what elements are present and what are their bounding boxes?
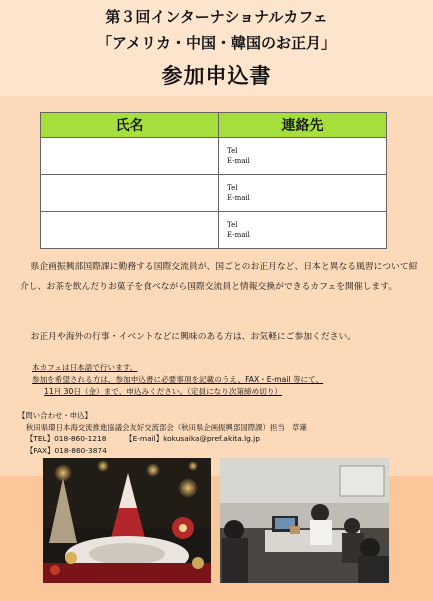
form-title: 参加申込書 bbox=[161, 64, 272, 88]
contact-field[interactable] bbox=[219, 175, 387, 212]
contact-field[interactable] bbox=[219, 138, 387, 175]
name-header: 氏名 bbox=[41, 113, 219, 138]
event-title-line1: 第３回インターナショナルカフェ bbox=[105, 8, 328, 26]
invitation-paragraph: お正月や海外の行事・イベントなどに興味のある方は、お気軽にご参加ください。 bbox=[30, 332, 357, 342]
form-row bbox=[41, 138, 387, 175]
contact-field[interactable] bbox=[219, 212, 387, 249]
tel-label: Tel bbox=[227, 221, 238, 229]
tel-label: Tel bbox=[227, 147, 238, 155]
application-form-table bbox=[40, 112, 387, 249]
form-row bbox=[41, 212, 387, 249]
language-note: 本カフェは日本語で行います。 bbox=[32, 363, 138, 372]
email-label: E-mail bbox=[227, 231, 250, 239]
deadline-note: 11月 30日（金）まで、申込みください。（定員になり次第締め切り） bbox=[44, 387, 283, 396]
contact-header: 連絡先 bbox=[219, 113, 387, 138]
form-header-row bbox=[41, 113, 387, 138]
name-field[interactable] bbox=[41, 175, 219, 212]
email-address[interactable]: 【E-mail】kokusaika@pref.akita.lg.jp bbox=[125, 434, 260, 443]
name-field[interactable] bbox=[41, 212, 219, 249]
notes-block bbox=[32, 362, 392, 398]
christmas-table-photo bbox=[43, 458, 211, 583]
cafe-meeting-photo bbox=[220, 458, 389, 583]
tel-label: Tel bbox=[227, 184, 238, 192]
organization-name: 秋田県環日本海交流推進協議会友好交流部会（秋田県企画振興部国際課）担当 草薙 bbox=[26, 422, 307, 432]
inquiry-title: 【問い合わせ・申込】 bbox=[18, 411, 92, 420]
name-field[interactable] bbox=[41, 138, 219, 175]
tel-number: 【TEL】018-860-1218 bbox=[26, 434, 107, 443]
description-paragraph: 県企画振興部国際課に勤務する国際交流員が、国ごとのお正月など、日本と異なる風習について紹介し、お茶を飲んだりお菓子を食べながら国際交流員と情報交換ができるカフェを開催します。 bbox=[20, 262, 418, 292]
inquiry-block bbox=[18, 410, 418, 456]
contact-line bbox=[18, 433, 418, 445]
application-note: 参加を希望される方は、参加申込書に必要事項を記載のうえ、FAX・E-mail 等にて、 bbox=[32, 375, 324, 384]
email-label: E-mail bbox=[227, 194, 250, 202]
email-label: E-mail bbox=[227, 157, 250, 165]
fax-number: 【FAX】018-860-3874 bbox=[26, 445, 107, 455]
form-row bbox=[41, 175, 387, 212]
event-title-line2: 「アメリカ・中国・韓国のお正月」 bbox=[97, 34, 336, 52]
